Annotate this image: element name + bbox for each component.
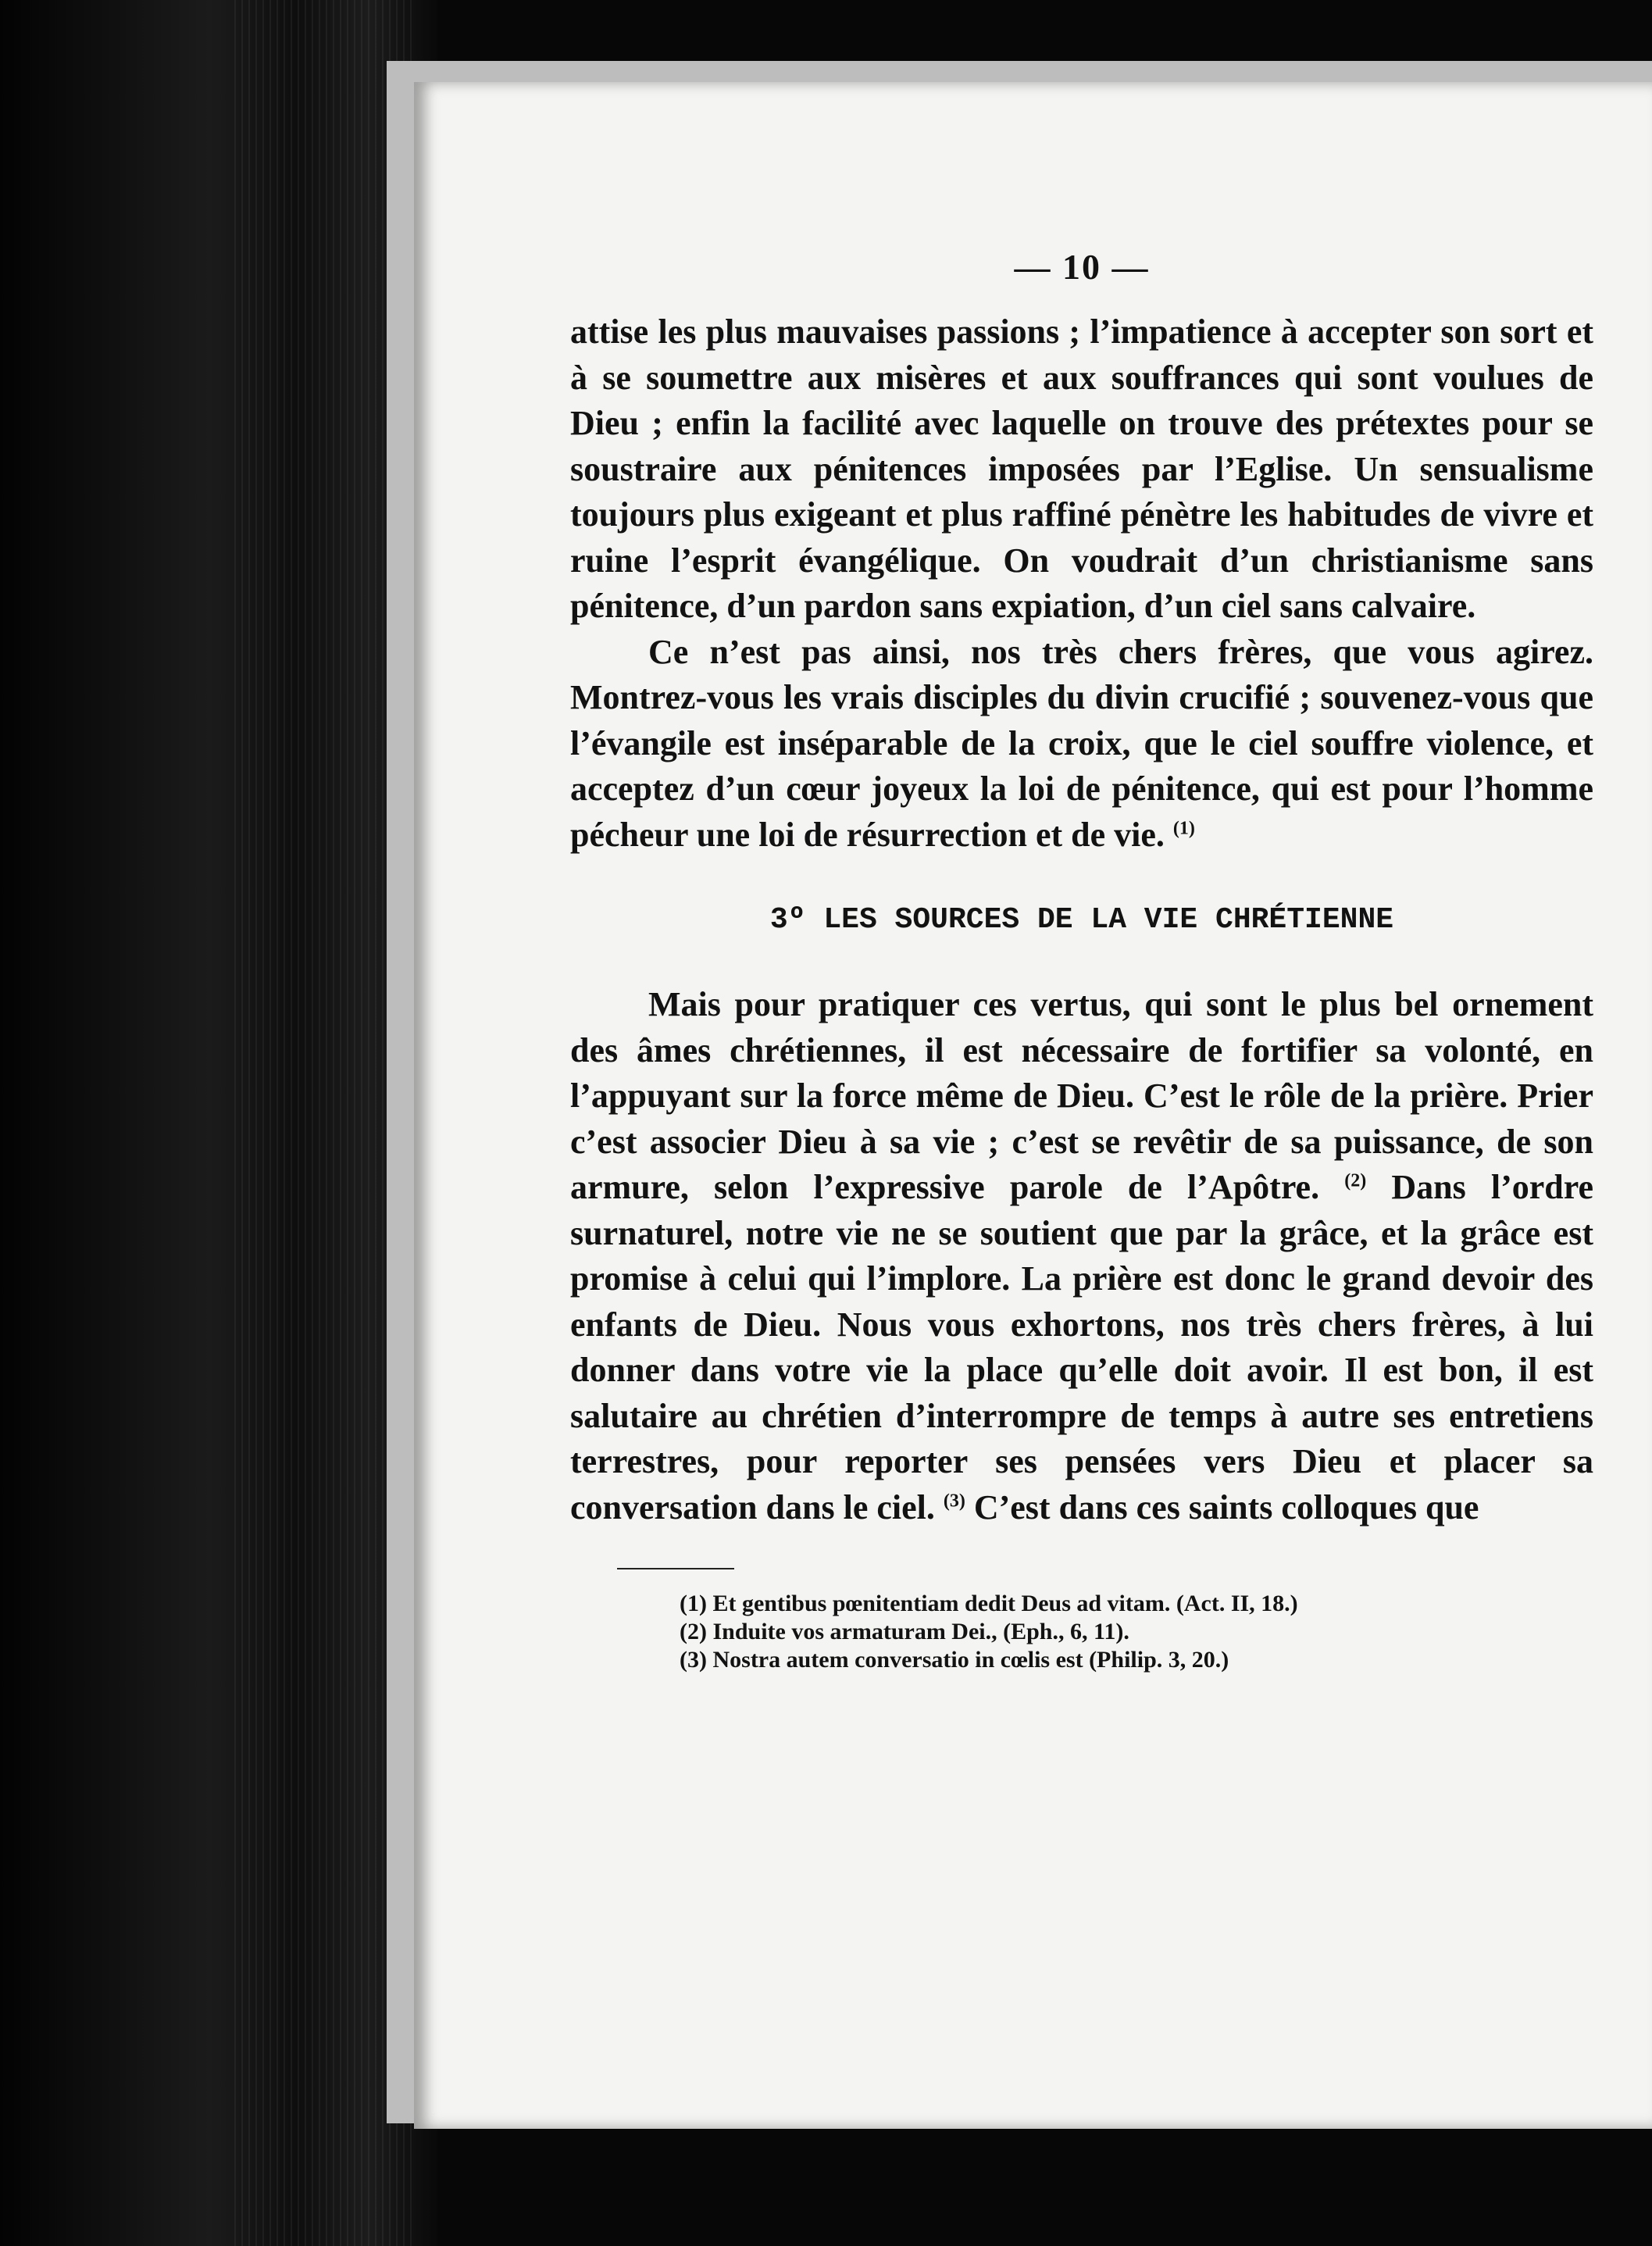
footnote-divider bbox=[617, 1568, 734, 1569]
book-edge bbox=[0, 0, 437, 2246]
paragraph-3-text-a: Mais pour pratiquer ces vertus, qui sont le plus bel ornement des âmes chrétiennes, il est nécessaire de fortifier sa volonté, en l’appuyant sur la force même de Dieu. C’est le rôle de la prière. Prier c’est associer Dieu à sa vie ; c’est se revêtir de sa puissance, de son armure, selon l’expressive parole de l’Apôtre. bbox=[570, 985, 1593, 1206]
paragraph-3 bbox=[570, 982, 1593, 1530]
page-number: — 10 — bbox=[1014, 247, 1150, 287]
paragraph-3-text-b: Dans l’ordre surnaturel, notre vie ne se soutient que par la grâce, et la grâce est promise à celui qui l’implore. La prière est donc le grand devoir des enfants de Dieu. Nous vous exhortons, nos très chers frères, à lui donner dans votre vie la place qu’elle doit avoir. Il est bon, il est salutaire au chrétien d’interrompre de temps à autre ses entretiens terrestres, pour reporter ses pensées vers Dieu et placer sa conversation dans le ciel. bbox=[570, 1168, 1594, 1526]
paragraph-1: attise les plus mauvaises passions ; l’impatience à accepter son sort et à se soumettre aux misères et aux souffrances qui sont voulues de Dieu ; enfin la facilité avec laquelle on trouve des prétextes pour se soustraire aux pénitences imposées par l’Eglise. Un sensualisme toujours plus exigeant et plus raffiné pénètre les habitudes de vivre et ruine l’esprit évangélique. On voudrait d’un christianisme sans pénitence, d’un pardon sans expiation, d’un ciel sans calvaire. bbox=[570, 312, 1593, 625]
paragraph-3-text-c: C’est dans ces saints colloques que bbox=[965, 1487, 1479, 1526]
footnote-ref-1: (1) bbox=[1172, 817, 1195, 838]
footnote-2: (2) Induite vos armaturam Dei., (Eph., 6, 11). bbox=[680, 1619, 1129, 1644]
paragraph-2-text: Ce n’est pas ainsi, nos très chers frères, que vous agirez. Montrez-vous les vrais disciples du divin crucifié ; souvenez-vous que l’évangile est inséparable de la croix, que le ciel souffre violence, et acceptez d’un cœur joyeux la loi de pénitence, qui est pour l’homme pécheur une loi de résurrection et de vie. bbox=[570, 632, 1593, 854]
section-heading: 3º LES SOURCES DE LA VIE CHRÉTIENNE bbox=[769, 903, 1394, 937]
paragraph-2 bbox=[570, 630, 1593, 859]
footnotes bbox=[680, 1590, 1593, 1674]
page-sheet bbox=[414, 82, 1652, 2129]
footnote-1: (1) Et gentibus pœnitentiam dedit Deus ad vitam. (Act. II, 18.) bbox=[680, 1591, 1298, 1616]
page-text-block bbox=[570, 246, 1593, 1674]
footnote-3: (3) Nostra autem conversatio in cœlis est (Philip. 3, 20.) bbox=[680, 1647, 1229, 1673]
footnote-ref-3: (3) bbox=[943, 1490, 965, 1511]
footnote-ref-2: (2) bbox=[1344, 1170, 1367, 1191]
